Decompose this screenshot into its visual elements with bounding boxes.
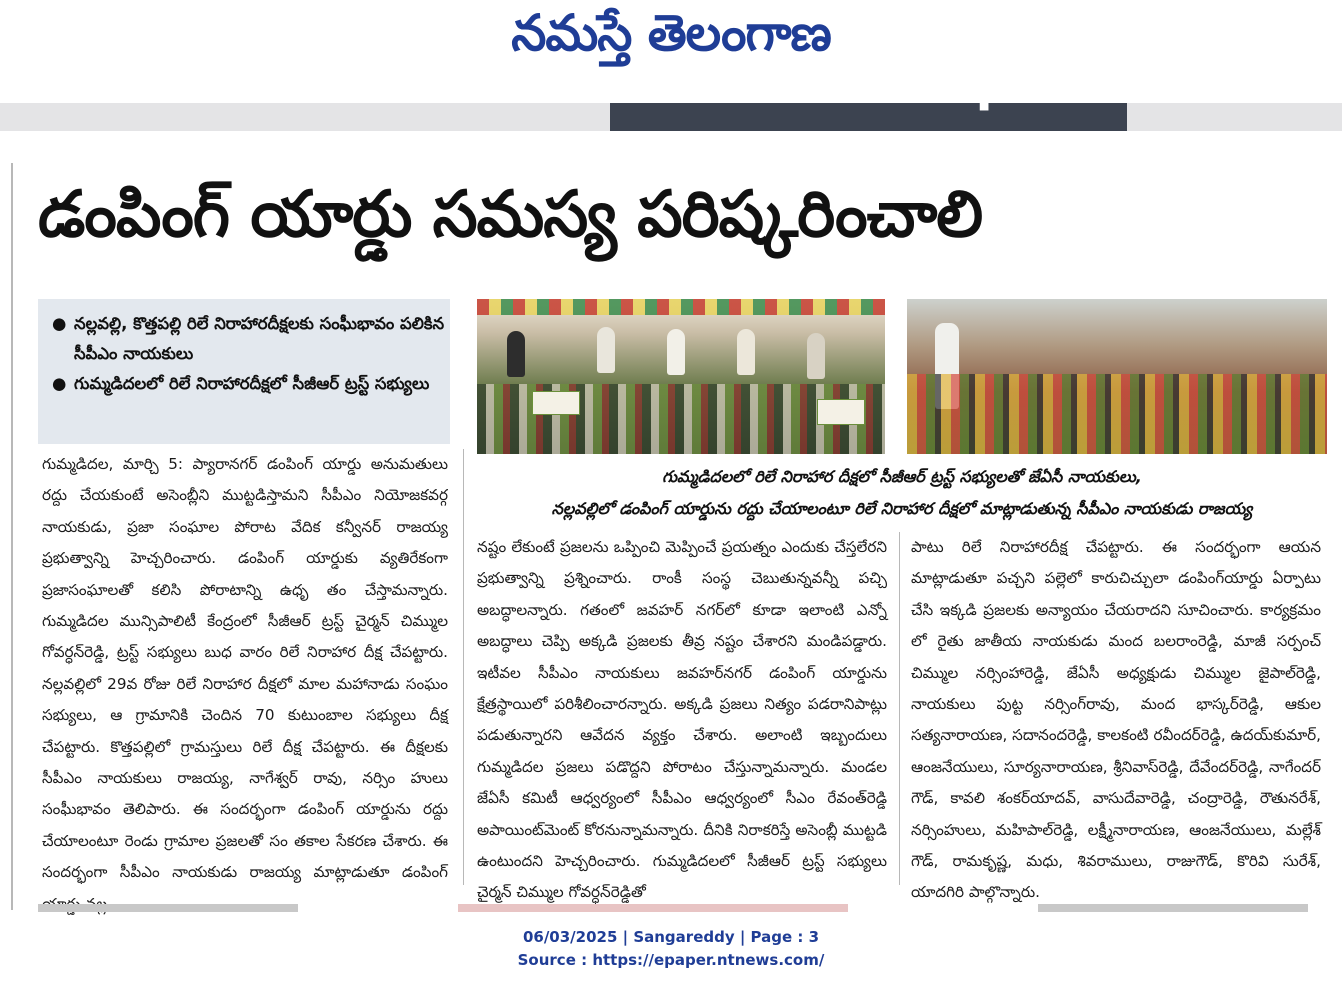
column-divider bbox=[899, 532, 900, 885]
column-divider bbox=[463, 449, 464, 885]
person-figure bbox=[807, 333, 825, 379]
summary-bullet-text: గుమ్మడిదలలో రిలే నిరాహారదీక్షలో సీజీఆర్ ట్రస్ట్ సభ్యులు bbox=[74, 374, 430, 393]
photo-caption-line-2: నల్లవల్లిలో డంపింగ్ యార్డును రద్దు చేయాలంటూ రిలే నిరాహార దీక్షలో మాట్లాడుతున్న సీపీఎం నాయకుడు రాజయ్య bbox=[551, 499, 1253, 518]
footer-source: Source : https://epaper.ntnews.com/ bbox=[517, 951, 825, 969]
bullet-dot-icon: ● bbox=[52, 314, 67, 333]
summary-bullet-1 bbox=[38, 309, 450, 369]
news-photo-group bbox=[477, 299, 885, 454]
article-column-3 bbox=[911, 532, 1321, 909]
footer-date-edition: 06/03/2025 | Sangareddy | Page : 3 bbox=[522, 928, 820, 946]
summary-bullet-text: నల్లవల్లి, కొత్తపల్లి రిలే నిరాహారదీక్షలకు సంఘీభావం పలికిన సీపీఎం నాయకులు bbox=[74, 314, 445, 363]
dark-header-band bbox=[610, 99, 1127, 131]
bullet-dot-icon: ● bbox=[52, 374, 67, 393]
next-article-strip bbox=[38, 900, 1338, 914]
tent-canopy bbox=[477, 299, 885, 315]
summary-bullet-2 bbox=[38, 369, 450, 399]
column-text: గుమ్మడిదల, మార్చి 5: ప్యారానగర్ డంపింగ్ యార్డు అనుమతులు రద్దు చేయకుంటే అసెంబ్లీని ముట్టడిస్తామని సీపీఎం నియోజకవర్గ నాయకుడు, ప్రజా సంఘాల పోరాట వేదిక కన్వీనర్ రాజయ్య ప్రభుత్వాన్ని హెచ్చరించారు. డంపింగ్ యార్డుకు వ్యతిరేకంగా ప్రజాసంఘాలతో కలిసి పోరాటాన్ని ఉధృ తం చేస్తామన్నారు. గుమ్మడిదల మున్సిపాలిటీ కేంద్రంలో సీజీఆర్ ట్రస్ట్ చైర్మన్ చిమ్ముల గోవర్ధన్‌రెడ్డి, ట్రస్ట్ సభ్యులు బుధ వారం రిలే నిరాహార దీక్ష చేపట్టారు. నల్లవల్లిలో 29వ రోజు రిలే నిరాహార దీక్షలో మాల మహానాడు సంఘం సభ్యులు, ఆ గ్రామానికి చెందిన 70 కుటుంబాల సభ్యులు దీక్ష చేపట్టారు. కొత్తపల్లిలో గ్రామస్తులు రిలే దీక్ష చేపట్టారు. ఈ దీక్షలకు సీపీఎం నాయకులు రాజయ్య, నాగేశ్వర్ రావు, నర్సిం హులు సంఘీభావం తెలిపారు. ఈ సందర్భంగా డంపింగ్ యార్డును రద్దు చేయాలంటూ రెండు గ్రామాల ప్రజలతో సం తకాల సేకరణ చేశారు. ఈ సందర్భంగా సీపీఎం నాయకుడు రాజయ్య మాట్లాడుతూ డంపింగ్ bbox=[42, 455, 448, 882]
column-text: నష్టం లేకుంటే ప్రజలను ఒప్పించి మెప్పించే ప్రయత్నం ఎందుకు చేస్తలేరని ప్రభుత్వాన్ని ప్రశ్నించారు. రాంకీ సంస్థ చెబుతున్నవన్నీ పచ్చి అబద్ధాలన్నారు. గతంలో జవహర్ నగర్‌లో కూడా ఇలాంటి ఎన్నో అబద్ధాలు చెప్పి అక్కడి ప్రజలకు తీవ్ర నష్టం చేశారని మండిపడ్డారు. ఇటీవల సీపీఎం నాయకులు జవహర్‌నగర్ డంపింగ్ యార్డును క్షేత్రస్థాయిలో పరిశీలించారన్నారు. అక్కడి ప్రజలు నిత్యం పడరానిపాట్లు పడుతున్నారని ఆవేదన వ్యక్తం చేశారు. అలాంటి ఇబ్బందులు గుమ్మడిదల ప్రజలు పడొద్దని పోరాటం చేస్తున్నామన్నారు. మండల జేఏసీ కమిటీ ఆధ్వర్యంలో సీపీఎం ఆధ్వర్యంలో సీఎం రేవంత్‌రెడ్డి అపాయింట్‌మెంట్ కోరనున్నామన్నారు. దీనికి నిరాకరిస్తే అసెంబ్లీ ముట్టడి ఉంటుందని హెచ్చరించారు. గుమ్మడిదలలో సీజీఆర్ ట్రస్ట్ సభ్యులు చైర్మన్ చిమ్ముల గోవర్ధన్‌రెడ్డితో bbox=[477, 538, 887, 902]
page-left-rule bbox=[11, 163, 13, 910]
article-column-1 bbox=[42, 449, 448, 920]
strip-segment bbox=[458, 904, 848, 912]
summary-bullets-box bbox=[38, 299, 450, 444]
band-glyph-icon: ▘ bbox=[980, 99, 997, 124]
seated-women-crowd bbox=[907, 374, 1327, 454]
strip-segment bbox=[1038, 904, 1308, 912]
protest-banner bbox=[817, 399, 865, 425]
column-text: పాటు రిలే నిరాహారదీక్ష చేపట్టారు. ఈ సందర్భంగా ఆయన మాట్లాడుతూ పచ్చని పల్లెలో కారుచిచ్చులా డంపింగ్‌యార్డు ఏర్పాటు చేసి ఇక్కడి ప్రజలకు అన్యాయం చేయరాదని సూచించారు. కార్యక్రమం లో రైతు జాతీయ నాయకుడు మంద బలరాంరెడ్డి, మాజీ సర్పంచ్ చిమ్ముల నర్సింహారెడ్డి, జేఏసీ అధ్యక్షుడు చిమ్ముల జైపాల్‌రెడ్డి, నాయకులు పుట్ట నర్సింగ్‌రావు, మంద భాస్కర్‌రెడ్డి, ఆకుల సత్యనారాయణ, సదానందరెడ్డి, కాలకంటి రవీందర్‌రెడ్డి, ఉదయ్‌కుమార్, ఆంజనేయులు, సూర్యనారాయణ, శ్రీనివాస్‌రెడ్డి, దేవేందర్‌రెడ్డి, నాగేందర్ గౌడ్, కావలి శంకర్‌యాదవ్, వాసుదేవారెడ్డి, చంద్రారెడ్డి, రౌతునరేశ్, నర్సింహులు, మహిపాల్‌రెడ్డి, లక్ష్మీనారాయణ, ఆంజనేయులు, మల్లేశ్ గౌడ్, రామకృష్ణ, మధు, శివరాములు, రాజుగౌడ్, కొరివి సురేశ్, యాదగిరి పాల్గొన్నారు. bbox=[911, 538, 1321, 902]
strip-segment bbox=[38, 904, 298, 912]
protest-banner bbox=[532, 391, 580, 415]
person-figure bbox=[597, 327, 615, 373]
article-column-2 bbox=[477, 532, 887, 909]
person-figure bbox=[507, 331, 525, 377]
photo-caption-line-1: గుమ్మడిదలలో రిలే నిరాహార దీక్షలో సీజీఆర్ ట్రస్ట్ సభ్యులతో జేఏసీ నాయకులు, bbox=[662, 467, 1142, 486]
newspaper-title: నమస్తే తెలంగాణ bbox=[511, 4, 831, 62]
news-photo-speech bbox=[907, 299, 1327, 454]
person-figure bbox=[667, 329, 685, 375]
article-headline: డంపింగ్ యార్డు సమస్య పరిష్కరించాలి bbox=[38, 178, 983, 252]
masthead bbox=[0, 0, 1342, 100]
person-figure bbox=[737, 329, 755, 375]
